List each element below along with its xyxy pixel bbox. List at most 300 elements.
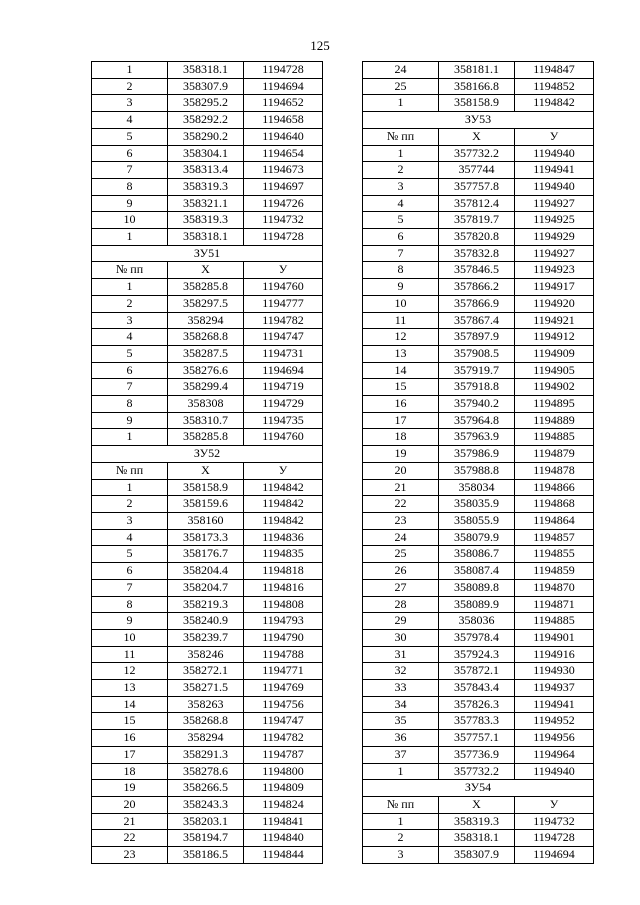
page-number: 125 [310,38,330,53]
x-coordinate: 358318.1 [168,229,244,246]
y-coordinate: 1194905 [515,362,594,379]
x-coordinate: 358266.5 [168,780,244,797]
point-number: 2 [363,162,439,179]
point-number: 3 [92,512,168,529]
table-row [92,295,323,312]
y-coordinate: 1194824 [244,796,323,813]
point-number: 15 [92,713,168,730]
point-number: 14 [92,696,168,713]
header-number: № пп [363,796,439,813]
y-coordinate: 1194895 [515,396,594,413]
x-coordinate: 357819.7 [439,212,515,229]
table-header-row [363,796,594,813]
point-number: 8 [363,262,439,279]
plot-title-row [363,112,594,129]
point-number: 7 [92,579,168,596]
y-coordinate: 1194728 [244,229,323,246]
table-row [92,412,323,429]
x-coordinate: 358294 [168,730,244,747]
x-coordinate: 358079.9 [439,529,515,546]
table-row [363,396,594,413]
y-coordinate: 1194735 [244,412,323,429]
table-row [92,279,323,296]
y-coordinate: 1194756 [244,696,323,713]
plot-title: ЗУ52 [92,446,323,463]
y-coordinate: 1194640 [244,128,323,145]
point-number: 33 [363,680,439,697]
y-coordinate: 1194857 [515,529,594,546]
x-coordinate: 358307.9 [168,78,244,95]
x-coordinate: 358158.9 [168,479,244,496]
point-number: 24 [363,529,439,546]
x-coordinate: 357897.9 [439,329,515,346]
x-coordinate: 358263 [168,696,244,713]
table-row [363,295,594,312]
point-number: 6 [92,563,168,580]
point-number: 19 [92,780,168,797]
x-coordinate: 357843.4 [439,680,515,697]
table-row [363,462,594,479]
x-coordinate: 357732.2 [439,145,515,162]
x-coordinate: 357978.4 [439,629,515,646]
x-coordinate: 358173.3 [168,529,244,546]
table-row [363,496,594,513]
point-number: 24 [363,62,439,79]
x-coordinate: 357919.7 [439,362,515,379]
point-number: 6 [92,145,168,162]
x-coordinate: 358287.5 [168,345,244,362]
y-coordinate: 1194842 [244,479,323,496]
table-row [363,847,594,864]
x-coordinate: 358203.1 [168,813,244,830]
point-number: 10 [92,212,168,229]
point-number: 35 [363,713,439,730]
y-coordinate: 1194808 [244,596,323,613]
x-coordinate: 358276.6 [168,362,244,379]
y-coordinate: 1194930 [515,663,594,680]
y-coordinate: 1194868 [515,496,594,513]
point-number: 7 [92,379,168,396]
table-row [92,763,323,780]
x-coordinate: 358204.7 [168,579,244,596]
table-row [92,396,323,413]
x-coordinate: 357986.9 [439,446,515,463]
x-coordinate: 358166.8 [439,78,515,95]
point-number: 8 [92,596,168,613]
table-row [363,830,594,847]
plot-title: ЗУ54 [363,780,594,797]
x-coordinate: 358089.9 [439,596,515,613]
table-row [92,596,323,613]
header-y: У [244,262,323,279]
y-coordinate: 1194694 [244,78,323,95]
table-row [92,78,323,95]
x-coordinate: 357918.8 [439,379,515,396]
table-row [92,178,323,195]
table-row [363,596,594,613]
point-number: 2 [92,78,168,95]
y-coordinate: 1194836 [244,529,323,546]
x-coordinate: 358176.7 [168,546,244,563]
table-row [363,62,594,79]
y-coordinate: 1194909 [515,345,594,362]
table-row [363,329,594,346]
x-coordinate: 358272.1 [168,663,244,680]
plot-title-row [363,780,594,797]
table-row [92,429,323,446]
y-coordinate: 1194917 [515,279,594,296]
y-coordinate: 1194956 [515,730,594,747]
table-row [92,229,323,246]
y-coordinate: 1194787 [244,746,323,763]
point-number: 12 [92,663,168,680]
point-number: 8 [92,178,168,195]
plot-title: ЗУ51 [92,245,323,262]
y-coordinate: 1194940 [515,763,594,780]
point-number: 21 [92,813,168,830]
x-coordinate: 358318.1 [168,62,244,79]
table-row [363,680,594,697]
x-coordinate: 357988.8 [439,462,515,479]
point-number: 25 [363,546,439,563]
x-coordinate: 358181.1 [439,62,515,79]
x-coordinate: 358160 [168,512,244,529]
x-coordinate: 358290.2 [168,128,244,145]
x-coordinate: 357826.3 [439,696,515,713]
table-row [92,830,323,847]
point-number: 9 [92,613,168,630]
y-coordinate: 1194809 [244,780,323,797]
table-row [363,78,594,95]
point-number: 9 [92,195,168,212]
x-coordinate: 357908.5 [439,345,515,362]
x-coordinate: 358158.9 [439,95,515,112]
y-coordinate: 1194859 [515,563,594,580]
x-coordinate: 358307.9 [439,847,515,864]
point-number: 1 [92,62,168,79]
x-coordinate: 358089.8 [439,579,515,596]
point-number: 6 [92,362,168,379]
point-number: 20 [363,462,439,479]
point-number: 1 [363,95,439,112]
point-number: 4 [363,195,439,212]
point-number: 1 [363,145,439,162]
table-row [363,212,594,229]
point-number: 3 [92,95,168,112]
point-number: 12 [363,329,439,346]
y-coordinate: 1194889 [515,412,594,429]
point-number: 13 [363,345,439,362]
table-row [92,563,323,580]
point-number: 13 [92,680,168,697]
point-number: 15 [363,379,439,396]
point-number: 1 [363,763,439,780]
y-coordinate: 1194729 [244,396,323,413]
y-coordinate: 1194921 [515,312,594,329]
table-row [92,746,323,763]
table-header-row [363,128,594,145]
point-number: 2 [363,830,439,847]
table-row [363,195,594,212]
x-coordinate: 357757.8 [439,178,515,195]
x-coordinate: 358285.8 [168,279,244,296]
y-coordinate: 1194790 [244,629,323,646]
table-row [92,512,323,529]
header-y: У [515,128,594,145]
table-row [363,379,594,396]
x-coordinate: 358087.4 [439,563,515,580]
table-row [92,796,323,813]
table-row [92,379,323,396]
x-coordinate: 357963.9 [439,429,515,446]
point-number: 14 [363,362,439,379]
table-row [363,563,594,580]
table-row [92,780,323,797]
point-number: 1 [363,813,439,830]
x-coordinate: 357757.1 [439,730,515,747]
x-coordinate: 357812.4 [439,195,515,212]
header-x: X [168,462,244,479]
y-coordinate: 1194927 [515,195,594,212]
table-row [363,446,594,463]
table-row [92,95,323,112]
table-row [363,730,594,747]
table-row [92,496,323,513]
point-number: 29 [363,613,439,630]
x-coordinate: 358295.2 [168,95,244,112]
y-coordinate: 1194901 [515,629,594,646]
table-row [363,813,594,830]
y-coordinate: 1194920 [515,295,594,312]
table-row [92,362,323,379]
table-row [92,212,323,229]
table-header-row [92,262,323,279]
point-number: 17 [363,412,439,429]
x-coordinate: 358297.5 [168,295,244,312]
point-number: 19 [363,446,439,463]
y-coordinate: 1194871 [515,596,594,613]
x-coordinate: 358204.4 [168,563,244,580]
table-row [92,696,323,713]
y-coordinate: 1194840 [244,830,323,847]
point-number: 4 [92,329,168,346]
y-coordinate: 1194937 [515,680,594,697]
header-x: X [168,262,244,279]
y-coordinate: 1194855 [515,546,594,563]
point-number: 25 [363,78,439,95]
x-coordinate: 358308 [168,396,244,413]
table-row [363,696,594,713]
table-row [363,746,594,763]
y-coordinate: 1194818 [244,563,323,580]
x-coordinate: 357820.8 [439,229,515,246]
table-row [92,479,323,496]
y-coordinate: 1194864 [515,512,594,529]
header-y: У [244,462,323,479]
table-row [92,62,323,79]
plot-title: ЗУ53 [363,112,594,129]
x-coordinate: 358321.1 [168,195,244,212]
y-coordinate: 1194788 [244,646,323,663]
x-coordinate: 358271.5 [168,680,244,697]
table-row [363,546,594,563]
y-coordinate: 1194852 [515,78,594,95]
header-x: X [439,796,515,813]
x-coordinate: 357940.2 [439,396,515,413]
table-row [363,245,594,262]
point-number: 2 [92,496,168,513]
x-coordinate: 358086.7 [439,546,515,563]
table-header-row [92,462,323,479]
y-coordinate: 1194732 [244,212,323,229]
table-row [92,112,323,129]
y-coordinate: 1194841 [244,813,323,830]
point-number: 4 [92,529,168,546]
point-number: 1 [92,279,168,296]
x-coordinate: 358036 [439,613,515,630]
point-number: 1 [92,229,168,246]
table-row [92,713,323,730]
point-number: 7 [92,162,168,179]
x-coordinate: 357832.8 [439,245,515,262]
table-row [363,529,594,546]
table-row [92,162,323,179]
y-coordinate: 1194916 [515,646,594,663]
table-row [92,128,323,145]
y-coordinate: 1194941 [515,162,594,179]
y-coordinate: 1194726 [244,195,323,212]
x-coordinate: 358055.9 [439,512,515,529]
y-coordinate: 1194925 [515,212,594,229]
header-y: У [515,796,594,813]
point-number: 9 [92,412,168,429]
y-coordinate: 1194652 [244,95,323,112]
point-number: 30 [363,629,439,646]
table-row [363,713,594,730]
header-number: № пп [92,462,168,479]
y-coordinate: 1194731 [244,345,323,362]
x-coordinate: 358219.3 [168,596,244,613]
y-coordinate: 1194782 [244,730,323,747]
y-coordinate: 1194941 [515,696,594,713]
point-number: 16 [363,396,439,413]
y-coordinate: 1194673 [244,162,323,179]
point-number: 36 [363,730,439,747]
table-row [363,512,594,529]
y-coordinate: 1194694 [244,362,323,379]
y-coordinate: 1194816 [244,579,323,596]
point-number: 6 [363,229,439,246]
table-row [92,730,323,747]
point-number: 5 [92,546,168,563]
y-coordinate: 1194782 [244,312,323,329]
x-coordinate: 358294 [168,312,244,329]
table-row [363,178,594,195]
table-row [92,329,323,346]
table-row [363,646,594,663]
y-coordinate: 1194952 [515,713,594,730]
y-coordinate: 1194658 [244,112,323,129]
x-coordinate: 357783.3 [439,713,515,730]
y-coordinate: 1194842 [244,512,323,529]
y-coordinate: 1194760 [244,429,323,446]
y-coordinate: 1194719 [244,379,323,396]
x-coordinate: 358319.3 [168,212,244,229]
table-row [92,646,323,663]
x-coordinate: 358239.7 [168,629,244,646]
table-row [363,312,594,329]
x-coordinate: 358319.3 [439,813,515,830]
table-row [363,162,594,179]
y-coordinate: 1194694 [515,847,594,864]
table-row [92,195,323,212]
x-coordinate: 358285.8 [168,429,244,446]
x-coordinate: 358304.1 [168,145,244,162]
x-coordinate: 358035.9 [439,496,515,513]
point-number: 10 [92,629,168,646]
x-coordinate: 358313.4 [168,162,244,179]
x-coordinate: 358299.4 [168,379,244,396]
table-row [363,412,594,429]
point-number: 26 [363,563,439,580]
point-number: 7 [363,245,439,262]
y-coordinate: 1194697 [244,178,323,195]
point-number: 21 [363,479,439,496]
table-row [92,529,323,546]
point-number: 2 [92,295,168,312]
y-coordinate: 1194800 [244,763,323,780]
point-number: 3 [363,847,439,864]
point-number: 34 [363,696,439,713]
y-coordinate: 1194760 [244,279,323,296]
header-number: № пп [363,128,439,145]
point-number: 23 [363,512,439,529]
point-number: 5 [92,128,168,145]
table-row [363,629,594,646]
y-coordinate: 1194842 [244,496,323,513]
x-coordinate: 358240.9 [168,613,244,630]
x-coordinate: 357744 [439,162,515,179]
table-row [92,312,323,329]
y-coordinate: 1194929 [515,229,594,246]
y-coordinate: 1194912 [515,329,594,346]
x-coordinate: 357964.8 [439,412,515,429]
table-row [92,680,323,697]
y-coordinate: 1194777 [244,295,323,312]
header-x: X [439,128,515,145]
header-number: № пп [92,262,168,279]
x-coordinate: 358310.7 [168,412,244,429]
point-number: 18 [92,763,168,780]
x-coordinate: 357846.5 [439,262,515,279]
x-coordinate: 357867.4 [439,312,515,329]
y-coordinate: 1194878 [515,462,594,479]
point-number: 5 [363,212,439,229]
coordinates-table-right [362,61,594,864]
x-coordinate: 357736.9 [439,746,515,763]
y-coordinate: 1194927 [515,245,594,262]
x-coordinate: 357866.9 [439,295,515,312]
x-coordinate: 358246 [168,646,244,663]
x-coordinate: 358034 [439,479,515,496]
plot-title-row [92,446,323,463]
y-coordinate: 1194771 [244,663,323,680]
table-row [363,95,594,112]
table-row [363,279,594,296]
x-coordinate: 358292.2 [168,112,244,129]
x-coordinate: 358318.1 [439,830,515,847]
y-coordinate: 1194885 [515,613,594,630]
